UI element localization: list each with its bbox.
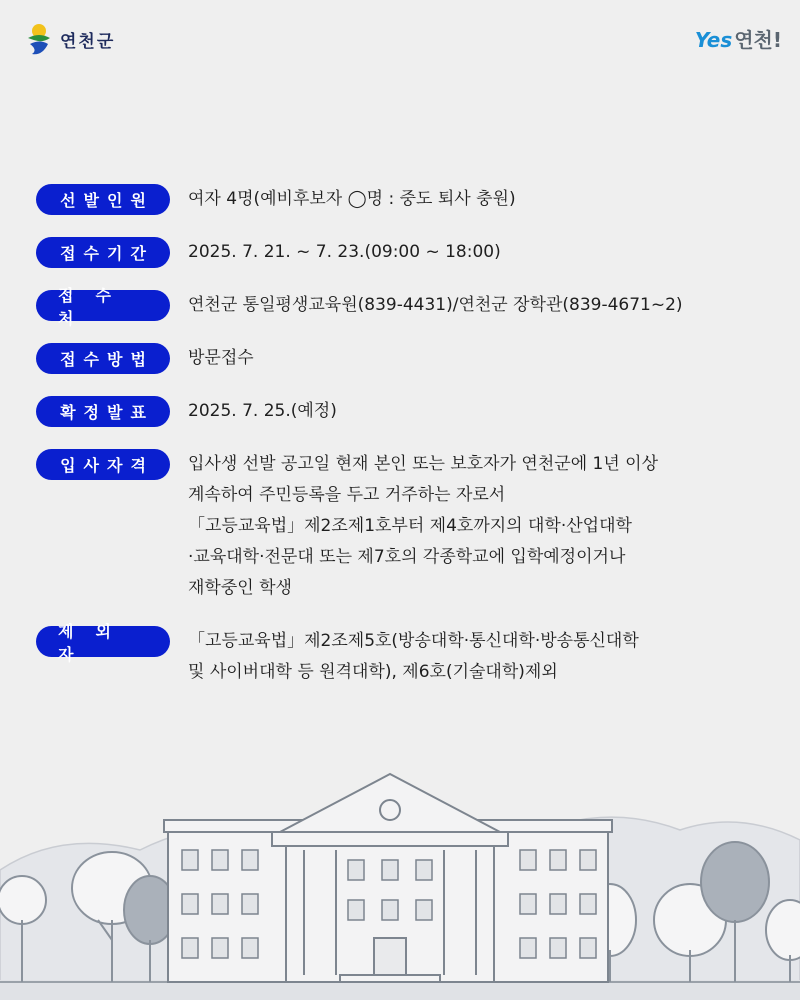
yeoncheon-emblem-icon <box>24 22 54 56</box>
label-application-method: 접수방법 <box>36 343 170 374</box>
value-eligibility: 입사생 선발 공고일 현재 본인 또는 보호자가 연천군에 1년 이상 계속하여 주민등록을 두고 거주하는 자로서 「고등교육법」제2조제1호부터 제4호까지의 대학·산업대학 ·교육대학·전문대 또는 제7호의 각종학교에 입학예정이거나 재학중인 학생 <box>188 454 658 598</box>
org-logo <box>24 22 115 56</box>
dormitory-building-illustration <box>0 770 800 1000</box>
header <box>0 18 800 68</box>
value-application-place: 연천군 통일평생교육원(839-4431)/연천군 장학관(839-4671~2) <box>188 295 683 315</box>
info-row-selection-count <box>36 184 776 215</box>
value-announcement: 2025. 7. 25.(예정) <box>188 401 337 421</box>
label-application-period: 접수기간 <box>36 237 170 268</box>
info-row-application-period <box>36 237 776 268</box>
recruitment-info-list <box>36 184 776 710</box>
label-application-place: 접수처 <box>36 290 170 321</box>
value-application-method: 방문접수 <box>188 348 254 368</box>
label-selection-count: 선발인원 <box>36 184 170 215</box>
info-row-application-place <box>36 285 776 328</box>
value-application-period: 2025. 7. 21. ~ 7. 23.(09:00 ~ 18:00) <box>188 242 501 262</box>
info-row-exclusions <box>36 621 776 688</box>
value-exclusions: 「고등교육법」제2조제5호(방송대학·통신대학·방송통신대학 및 사이버대학 등 원격대학), 제6호(기술대학)제외 <box>188 631 639 682</box>
slogan-logo <box>695 24 782 53</box>
info-row-eligibility <box>36 449 776 604</box>
label-announcement: 확정발표 <box>36 396 170 427</box>
org-name: 연천군 <box>60 31 116 52</box>
label-eligibility: 입사자격 <box>36 449 170 480</box>
label-exclusions: 제외자 <box>36 626 170 657</box>
slogan-text: 연천! <box>734 28 782 52</box>
value-selection-count: 여자 4명(예비후보자 ◯명 : 중도 퇴사 충원) <box>188 189 516 209</box>
info-row-announcement <box>36 396 776 427</box>
slogan-yes: Yes <box>694 28 733 52</box>
info-row-application-method <box>36 343 776 374</box>
